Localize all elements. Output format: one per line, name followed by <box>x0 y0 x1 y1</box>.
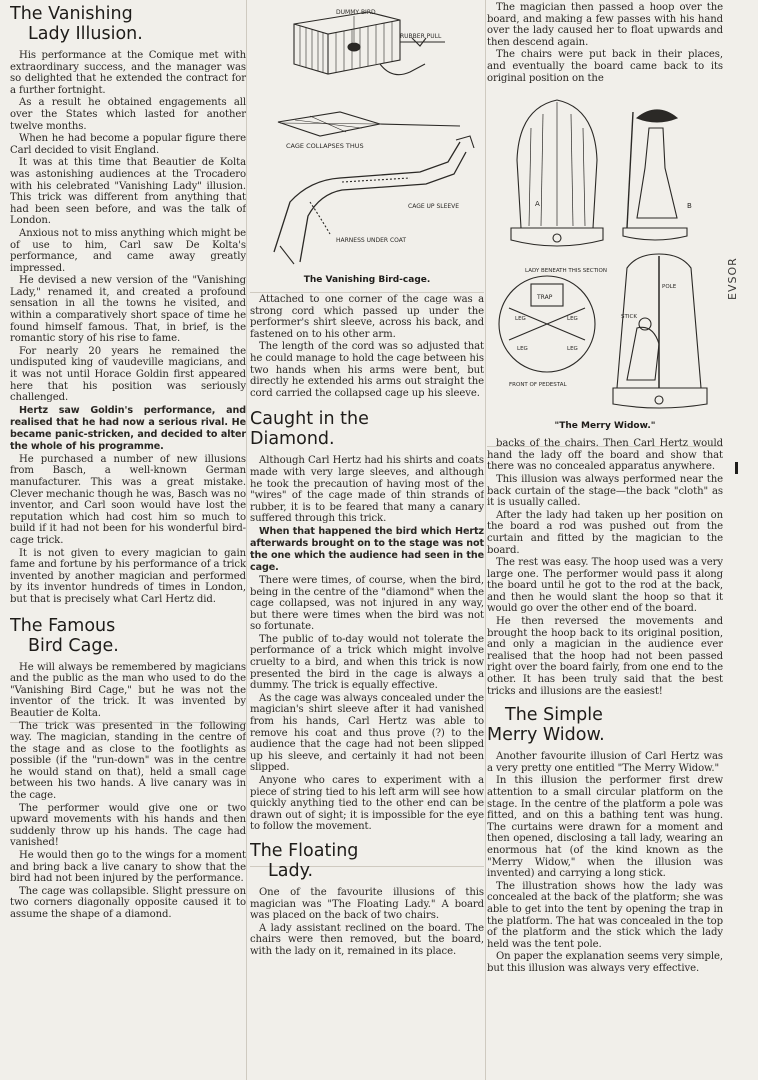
paragraph: A lady assistant reclined on the board. The chairs were then removed, but the board, with the lady on it, remained in its place. <box>250 922 484 957</box>
paragraph: For nearly 20 years he remained the undisputed king of vaudeville magicians, and it was not until Horace Goldin first appeared here that his position was seriously challenged. <box>10 345 246 404</box>
figure-caption: The Vanishing Bird-cage. <box>303 275 431 284</box>
paragraph: He devised a new version of the "Vanishing Lady," renamed it, and created a profound sensation in all the towns he visited, and within a comparatively short space of time he found himself famous. That, in brief, is the romantic story of his rise to fame. <box>10 275 246 345</box>
bird-cage-illustration <box>250 2 484 284</box>
bold-paragraph: When that happened the bird which Hertz afterwards brought on to the stage was not the one which the audience had seen in the cage. <box>250 525 484 573</box>
label-b: B <box>687 202 692 211</box>
paragraph: The cage was collapsible. Slight pressure on two corners diagonally opposite caused it to assume the shape of a diamond. <box>10 885 246 920</box>
label-stick: STICK <box>621 314 637 321</box>
label-cage-up-sleeve: CAGE UP SLEEVE <box>408 203 460 210</box>
paragraph: The public of to-day would not tolerate the performance of a trick which might involve cruelty to a bird, and when this trick is now presented the bird in the cage is always a dummy. The trick is equally effective. <box>250 633 484 692</box>
paragraph: As a result he obtained engagements all over the States which lasted for another twelve months. <box>10 97 246 132</box>
label-leg: LEG <box>567 346 578 353</box>
label-front-pedestal: FRONT OF PEDESTAL <box>509 382 567 389</box>
column-2 <box>250 2 484 1078</box>
headline-caught-diamond: Caught in the Diamond. <box>250 409 369 450</box>
headline-floating-lady: The Floating Lady. <box>250 840 359 881</box>
column-rule-1 <box>246 0 247 1080</box>
label-pole: POLE <box>662 284 677 291</box>
label-leg: LEG <box>515 316 526 323</box>
label-lady-beneath: LADY BENEATH THIS SECTION <box>525 268 608 275</box>
label-leg: LEG <box>567 316 578 323</box>
paragraph: After the lady had taken up her position on the board a rod was pushed out from the curtain and fitted by the magician to the board. <box>487 509 723 556</box>
paragraph: The rest was easy. The hoop used was a very large one. The performer would pass it along the board until he got to the rod at the back, and then he would slant the hoop so that it would go over the other end of the board. <box>487 557 723 615</box>
paragraph: Attached to one corner of the cage was a strong cord which passed up under the performer's shirt sleeve, across his back, and fastened on to his other arm. <box>250 294 484 340</box>
paragraph: There were times, of course, when the bird, being in the centre of the "diamond" when the cage collapsed, was not injured in any way, but there were times when the bird was not so fortunate. <box>250 574 484 633</box>
paragraph: On paper the explanation seems very simple, but this illusion was always very effective. <box>487 951 723 974</box>
label-leg: LEG <box>517 346 528 353</box>
paragraph: The trick was presented in the following way. The magician, standing in the centre of the stage and as close to the footlights as possible (if the "run-down" was in the centre he would stand on that), held a small cage between his two hands. A live canary was in the cage. <box>10 720 246 802</box>
paragraph: The magician then passed a hoop over the board, and making a few passes with his hand over the lady caused her to float upwards and then descend again. <box>487 2 723 48</box>
paragraph: His performance at the Comique met with extraordinary success, and the manager was so delighted that he extended the contract for a further fortnight. <box>10 50 246 96</box>
paragraph: It is not given to every magician to gain fame and fortune by his performance of a trick invented by another magician and performed by its inventor hundreds of times in London, but that is precisely what Carl Hertz did. <box>10 547 246 605</box>
headline-bird-cage: The Famous Bird Cage. <box>10 615 119 656</box>
paragraph: When he had become a popular figure there Carl decided to visit England. <box>10 133 246 156</box>
paragraph: One of the favourite illusions of this magician was "The Floating Lady." A board was placed on the back of two chairs. <box>250 886 484 922</box>
bold-paragraph: Hertz saw Goldin's performance, and realised that he had now a serious rival. He became panic-stricken, and decided to alter the whole of his programme. <box>10 404 246 452</box>
column-rule-2 <box>485 0 486 1080</box>
paragraph: In this illusion the performer first drew attention to a small circular platform on the stage. In the centre of the platform a pole was fitted, and on this a bathing tent was hung. The curtains were drawn for a moment and then opened, disclosing a tall lady, wearing an enormous hat (of the kind known as the "Merry Widow," when the illusion was invented) and carrying a long stick. <box>487 775 723 880</box>
paragraph: As the cage was always concealed under the magician's shirt sleeve after it had vanished from his hands, Carl Hertz was able to remove his coat and thus prove (?) to the audience that the cage had not been slipped up his sleeve, and certainly it had not been slipped. <box>250 692 484 774</box>
figure-caption: "The Merry Widow." <box>554 421 656 432</box>
label-rubber-pull: RUBBER PULL <box>400 33 442 40</box>
column-3 <box>487 2 723 1078</box>
paragraph: The performer would give one or two upward movements with his hands and then suddenly throw up his hands. The cage had vanished! <box>10 802 246 849</box>
label-dummy-bird: DUMMY BIRD <box>336 9 376 16</box>
headline-merry-widow: The Simple Merry Widow. <box>487 705 605 746</box>
paragraph: The chairs were put back in their places, and eventually the board came back to its original position on the <box>487 49 723 84</box>
merry-widow-illustration <box>487 88 723 432</box>
paragraph: Another favourite illusion of Carl Hertz was a very pretty one entitled "The Merry Widow." <box>487 751 723 774</box>
paragraph: backs of the chairs. Then Carl Hertz would hand the lady off the board and show that there was no concealed apparatus anywhere. <box>487 438 723 473</box>
paragraph: The illustration shows how the lady was concealed at the back of the platform; she was able to get into the tent by opening the trap in the platform. The hat was concealed in the top of the platform and the stick which the lady held was the tent pole. <box>487 880 723 950</box>
paragraph: Anyone who cares to experiment with a piece of string tied to his left arm will see how quickly anything tied to the other end can be drawn out of sight; it is impossible for the eye to follow the movement. <box>250 775 484 833</box>
paragraph: Anxious not to miss anything which might be of use to him, Carl saw De Kolta's performance, and came away greatly impressed. <box>10 227 246 274</box>
label-a: A <box>535 200 540 209</box>
label-trap: TRAP <box>537 294 553 302</box>
paragraph: He purchased a number of new illusions from Basch, a well-known German manufacturer. This was a great mistake. Clever mechanic though he was, Basch was no inventor, and Carl soon would have lost the reputation which had cost him so much to build if it had not been for his wonderful bird-cage trick. <box>10 453 246 546</box>
paragraph: He will always be remembered by magicians and the public as the man who used to do the "Vanishing Bird Cage," but he was not the inventor of the trick. It was invented by Beautier de Kolta. <box>10 661 246 719</box>
column-1 <box>10 2 246 1078</box>
label-cage-collapses: CAGE COLLAPSES THUS <box>286 142 364 150</box>
paragraph: The length of the cord was so adjusted that he could manage to hold the cage between his two hands when his arms were bent, but directly he extended his arms out straight the cord carried the collapsed cage up his sleeve. <box>250 341 484 399</box>
paragraph: He would then go to the wings for a moment and bring back a live canary to show that the bird had not been injured by the performance. <box>10 850 246 885</box>
paragraph: Although Carl Hertz had his shirts and coats made with very large sleeves, and although he took the precaution of having most of the "wires" of the cage made of thin strands of rubber, it is to be feared that many a canary suffered through this trick. <box>250 455 484 525</box>
paragraph: He then reversed the movements and brought the hoop back to its original position, and only a magician in the audience ever realised that the hoop had not been passed right over the board fairly, from one end to the other. It has been truly said that the best tricks and illusions are the easiest! <box>487 616 723 697</box>
label-harness: HARNESS UNDER COAT <box>336 237 407 244</box>
headline-vanishing-lady: The Vanishing Lady Illusion. <box>10 4 143 44</box>
paragraph: This illusion was always performed near the back curtain of the stage—the back "cloth" as it is usually called. <box>487 473 723 509</box>
margin-text: EVSOR <box>726 257 739 300</box>
paragraph: It was at this time that Beautier de Kolta was astonishing audiences at the Trocadero with his celebrated "Vanishing Lady" illusion. This trick was different from anything that had been seen before, and was the talk of London. <box>10 157 246 227</box>
margin-mark <box>735 462 738 474</box>
